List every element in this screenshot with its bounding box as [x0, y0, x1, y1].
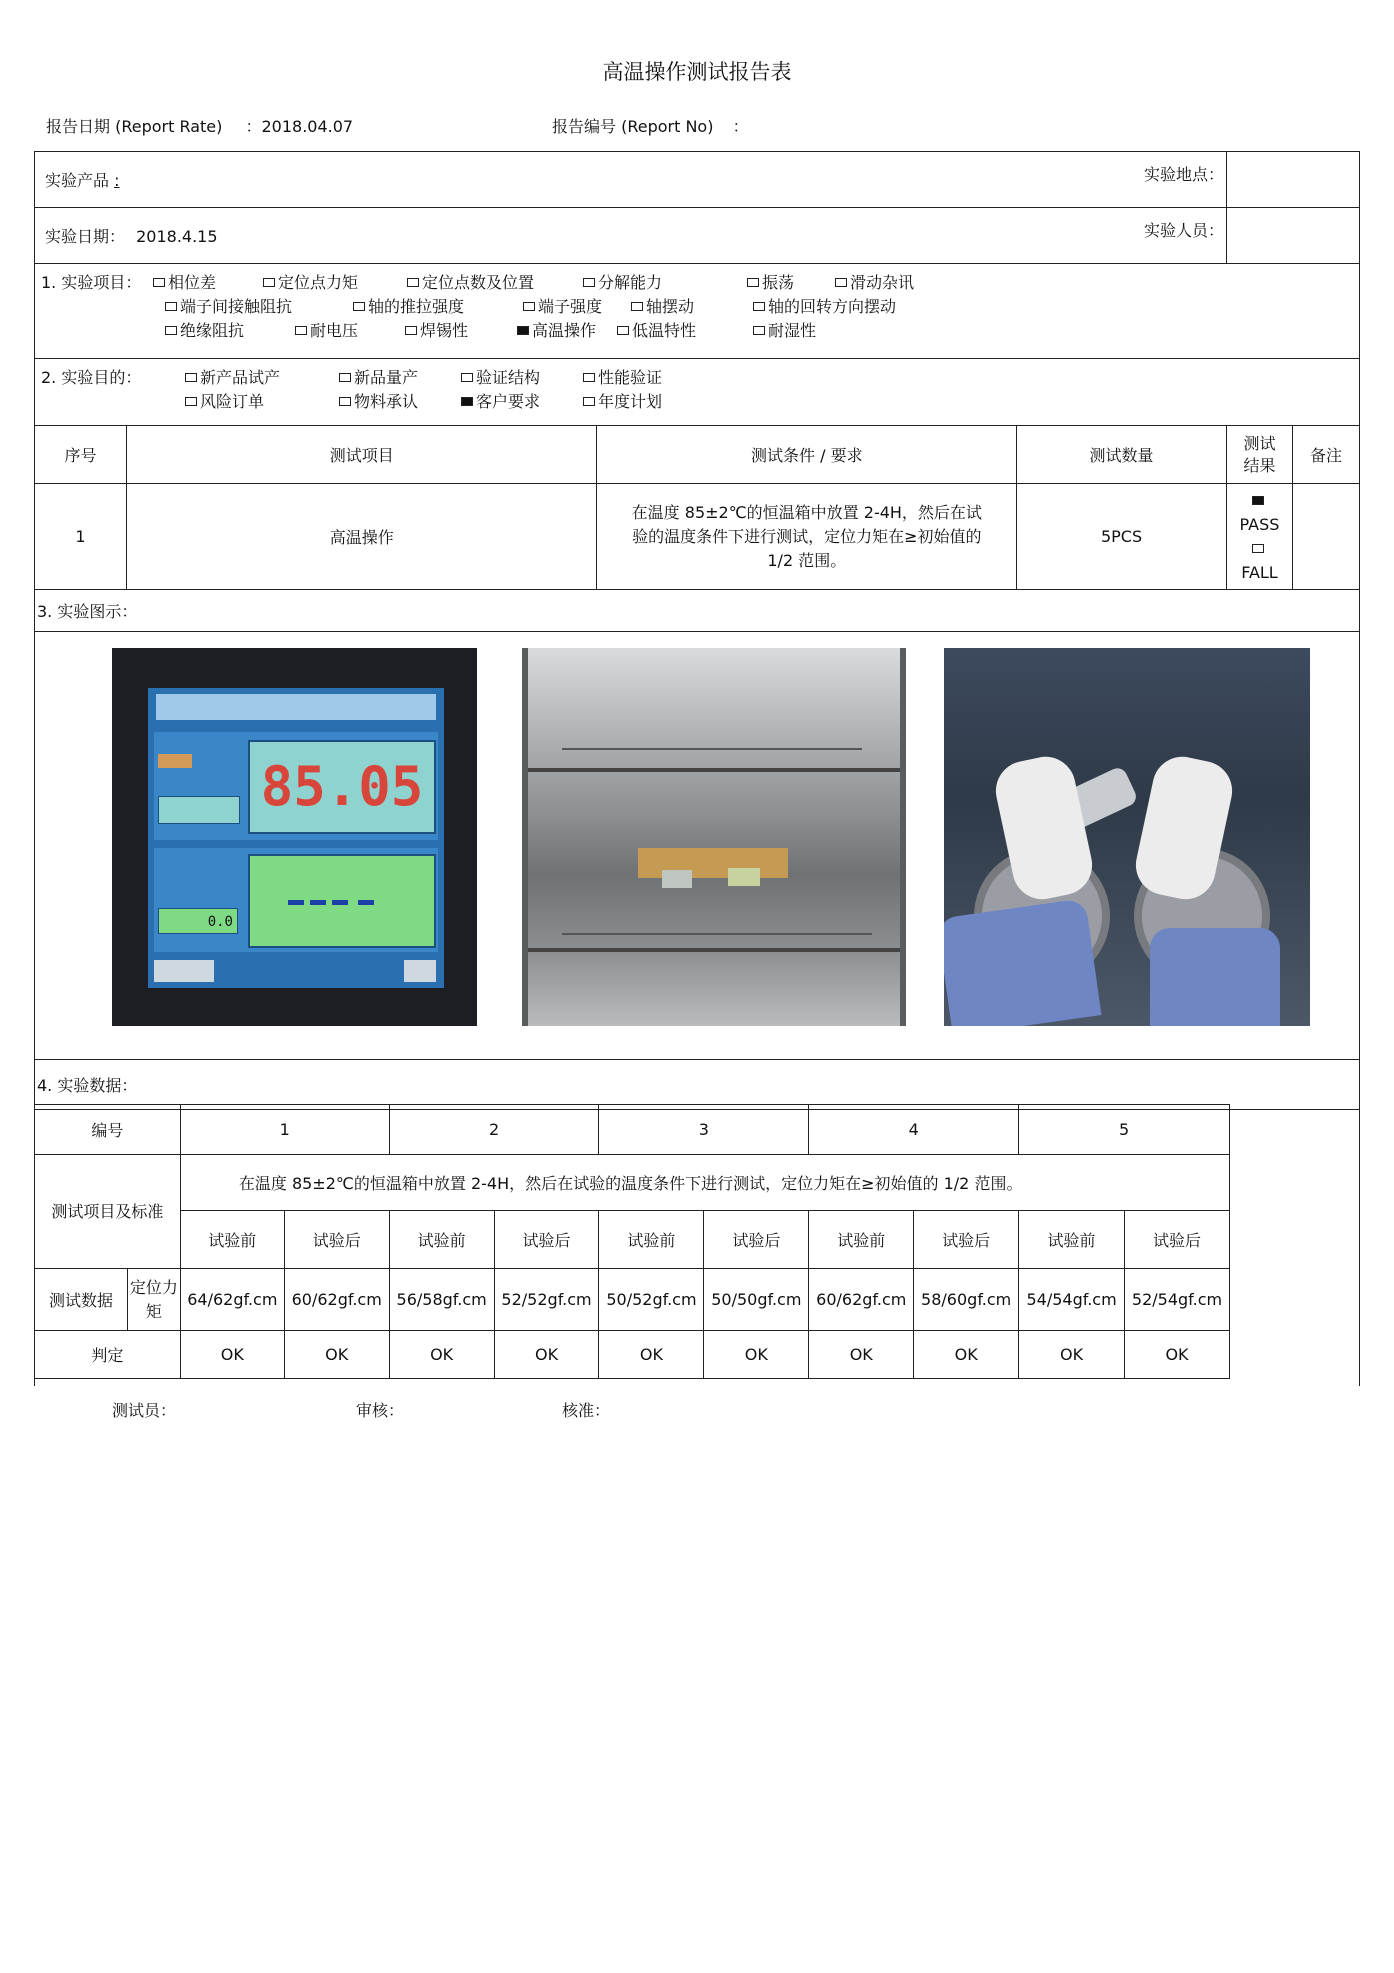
- judge-value: OK: [1019, 1331, 1125, 1379]
- before-header: 试验前: [809, 1211, 914, 1269]
- torque-value: 60/62gf.cm: [809, 1269, 914, 1331]
- items-cell: [35, 264, 1360, 359]
- fall-checkbox: [1252, 544, 1264, 553]
- items-option-label: 定位点力矩: [278, 273, 359, 292]
- purpose-option: [339, 365, 418, 388]
- checkbox: [295, 326, 307, 335]
- purpose-option: [461, 365, 540, 388]
- pass-label: PASS: [1239, 514, 1280, 534]
- items-option: [405, 318, 468, 341]
- sample-number: 5: [1019, 1105, 1230, 1155]
- items-option-label: 焊锡性: [420, 321, 469, 340]
- item-label: 测试项目及标准: [35, 1155, 181, 1269]
- torque-value: 50/52gf.cm: [599, 1269, 704, 1331]
- sample-number: 4: [809, 1105, 1019, 1155]
- items-option-label: 耐湿性: [768, 321, 817, 340]
- product-value: :: [114, 171, 120, 190]
- data-table: [34, 1104, 1230, 1379]
- reviewer-label: 审核：: [356, 1401, 405, 1420]
- judge-label: 判定: [35, 1331, 181, 1379]
- report-date-value: ：2018.04.07: [245, 117, 354, 136]
- standard-text: 在温度 85±2℃的恒温箱中放置 2-4H，然后在试验的温度条件下进行测试，定位力矩在≥初始值的 1/2 范围。: [180, 1155, 1229, 1211]
- row-result: [1226, 484, 1292, 590]
- items-option: [153, 270, 216, 293]
- checkbox: [583, 278, 595, 287]
- purpose-option: [185, 365, 280, 388]
- row-remark: [1292, 484, 1359, 590]
- purpose-option-label: 验证结构: [476, 368, 541, 387]
- items-option: [263, 270, 358, 293]
- date-label: 实验日期：: [45, 227, 126, 246]
- items-option-label: 低温特性: [632, 321, 697, 340]
- location-label: 实验地点：: [1144, 165, 1225, 184]
- items-option: [583, 270, 662, 293]
- items-option: [753, 318, 816, 341]
- tester-label: 测试员：: [112, 1401, 177, 1420]
- sample-number: 3: [599, 1105, 809, 1155]
- judge-value: OK: [704, 1331, 809, 1379]
- checkbox: [617, 326, 629, 335]
- figures-label: 3. 实验图示：: [35, 590, 1360, 632]
- items-option-label: 端子强度: [538, 297, 603, 316]
- th-result: 测试结果: [1226, 426, 1292, 484]
- page-title: 高温操作测试报告表: [602, 60, 792, 84]
- checkbox: [835, 278, 847, 287]
- before-header: 试验前: [389, 1211, 494, 1269]
- data-section-label: 4. 实验数据：: [35, 1060, 1360, 1110]
- checkbox: [461, 373, 473, 382]
- checkbox: [523, 302, 535, 311]
- after-header: 试验后: [914, 1211, 1019, 1269]
- items-option-label: 耐电压: [310, 321, 359, 340]
- after-header: 试验后: [704, 1211, 809, 1269]
- judge-value: OK: [599, 1331, 704, 1379]
- items-option: [165, 294, 292, 317]
- product-label: 实验产品: [45, 171, 115, 190]
- fall-label: FALL: [1241, 562, 1278, 582]
- purpose-option-label: 风险订单: [200, 392, 265, 411]
- checked-checkbox: [461, 397, 473, 406]
- judge-value: OK: [389, 1331, 494, 1379]
- torque-value: 60/62gf.cm: [284, 1269, 389, 1331]
- checkbox: [339, 373, 351, 382]
- judge-value: OK: [914, 1331, 1019, 1379]
- purpose-option-label: 客户要求: [476, 392, 541, 411]
- report-no-label: 报告编号 (Report No): [552, 117, 714, 136]
- th-condition: 测试条件 / 要求: [597, 426, 1017, 484]
- location-cell: [1226, 152, 1359, 208]
- row-qty: 5PCS: [1017, 484, 1227, 590]
- checkbox: [353, 302, 365, 311]
- after-header: 试验后: [284, 1211, 389, 1269]
- checkbox: [165, 302, 177, 311]
- checkbox: [583, 373, 595, 382]
- items-option-label: 相位差: [168, 273, 217, 292]
- items-option-label: 端子间接触阻抗: [180, 297, 293, 316]
- items-option-label: 高温操作: [532, 321, 597, 340]
- checkbox: [753, 302, 765, 311]
- sample-number: 2: [389, 1105, 599, 1155]
- before-header: 试验前: [599, 1211, 704, 1269]
- checkbox: [753, 326, 765, 335]
- th-remark: 备注: [1292, 426, 1359, 484]
- purpose-option: [583, 365, 662, 388]
- torque-value: 56/58gf.cm: [389, 1269, 494, 1331]
- items-option: [753, 294, 896, 317]
- th-no: 序号: [35, 426, 127, 484]
- checkbox: [405, 326, 417, 335]
- judge-value: OK: [1125, 1331, 1230, 1379]
- items-option: [631, 294, 694, 317]
- personnel-cell: [1226, 208, 1359, 264]
- data-label: 测试数据: [35, 1269, 128, 1331]
- report-date-label: 报告日期 (Report Rate): [46, 117, 223, 136]
- humidity-readout: [248, 854, 436, 948]
- judge-value: OK: [284, 1331, 389, 1379]
- items-label: 1. 实验项目：: [41, 273, 142, 292]
- checkbox: [631, 302, 643, 311]
- items-option-label: 轴的推拉强度: [368, 297, 465, 316]
- items-option: [523, 294, 602, 317]
- pass-checkbox: [1252, 496, 1264, 505]
- after-header: 试验后: [1125, 1211, 1230, 1269]
- items-option: [747, 270, 794, 293]
- photo-display-panel: [112, 648, 477, 1026]
- after-header: 试验后: [494, 1211, 599, 1269]
- date-cell: [35, 208, 1227, 264]
- checkbox: [153, 278, 165, 287]
- row-no: 1: [35, 484, 127, 590]
- torque-value: 50/50gf.cm: [704, 1269, 809, 1331]
- items-option-label: 分解能力: [598, 273, 663, 292]
- display-screen: [148, 688, 444, 988]
- items-option: [407, 270, 534, 293]
- checkbox: [263, 278, 275, 287]
- photo-operator-gloves: [944, 648, 1310, 1026]
- report-no: [552, 114, 749, 137]
- judge-value: OK: [494, 1331, 599, 1379]
- checkbox: [185, 373, 197, 382]
- purpose-option: [185, 389, 264, 412]
- photo-oven-interior: [522, 648, 906, 1026]
- torque-value: 54/54gf.cm: [1019, 1269, 1125, 1331]
- checkbox: [165, 326, 177, 335]
- checkbox: [583, 397, 595, 406]
- items-option-label: 绝缘阻抗: [180, 321, 245, 340]
- before-header: 试验前: [1019, 1211, 1125, 1269]
- purpose-option-label: 新产品试产: [200, 368, 281, 387]
- checkbox: [407, 278, 419, 287]
- humidity-value: 0.0: [158, 908, 238, 934]
- checkbox: [747, 278, 759, 287]
- sample-number: 1: [180, 1105, 389, 1155]
- checkbox: [185, 397, 197, 406]
- purpose-cell: [35, 359, 1360, 426]
- items-option-label: 滑动杂讯: [850, 273, 915, 292]
- items-option-label: 振荡: [762, 273, 795, 292]
- checkbox: [339, 397, 351, 406]
- items-option: [295, 318, 358, 341]
- no-label: 编号: [35, 1105, 181, 1155]
- product-cell: [35, 152, 1227, 208]
- report-no-value: ：: [732, 117, 749, 136]
- temperature-readout: [248, 740, 436, 834]
- th-item: 测试项目: [126, 426, 597, 484]
- torque-label: 定位力矩: [127, 1269, 180, 1331]
- items-option: [353, 294, 464, 317]
- checked-checkbox: [517, 326, 529, 335]
- purpose-option: [339, 389, 418, 412]
- before-header: 试验前: [180, 1211, 284, 1269]
- purpose-option-label: 性能验证: [598, 368, 663, 387]
- items-option: [617, 318, 696, 341]
- items-option: [165, 318, 244, 341]
- judge-value: OK: [809, 1331, 914, 1379]
- purpose-option-label: 年度计划: [598, 392, 663, 411]
- items-option-label: 轴的回转方向摆动: [768, 297, 897, 316]
- personnel-label: 实验人员：: [1144, 221, 1225, 240]
- temperature-value: 85.05: [260, 755, 424, 818]
- torque-value: 52/52gf.cm: [494, 1269, 599, 1331]
- purpose-option: [461, 389, 540, 412]
- row-condition: 在温度 85±2℃的恒温箱中放置 2-4H，然后在试验的温度条件下进行测试，定位力矩在≥初始值的 1/2 范围。: [597, 484, 1017, 590]
- purpose-label: 2. 实验目的：: [41, 368, 142, 387]
- torque-value: 64/62gf.cm: [180, 1269, 284, 1331]
- items-option-label: 轴摆动: [646, 297, 695, 316]
- purpose-option-label: 新品量产: [354, 368, 419, 387]
- row-item: 高温操作: [126, 484, 597, 590]
- items-option-label: 定位点数及位置: [422, 273, 535, 292]
- judge-value: OK: [180, 1331, 284, 1379]
- torque-value: 52/54gf.cm: [1125, 1269, 1230, 1331]
- items-option: [835, 270, 914, 293]
- th-qty: 测试数量: [1017, 426, 1227, 484]
- report-date: [46, 114, 353, 137]
- date-value: 2018.4.15: [136, 227, 218, 246]
- purpose-option: [583, 389, 662, 412]
- purpose-option-label: 物料承认: [354, 392, 419, 411]
- items-option: [517, 318, 596, 341]
- torque-value: 58/60gf.cm: [914, 1269, 1019, 1331]
- approver-label: 核准：: [562, 1401, 611, 1420]
